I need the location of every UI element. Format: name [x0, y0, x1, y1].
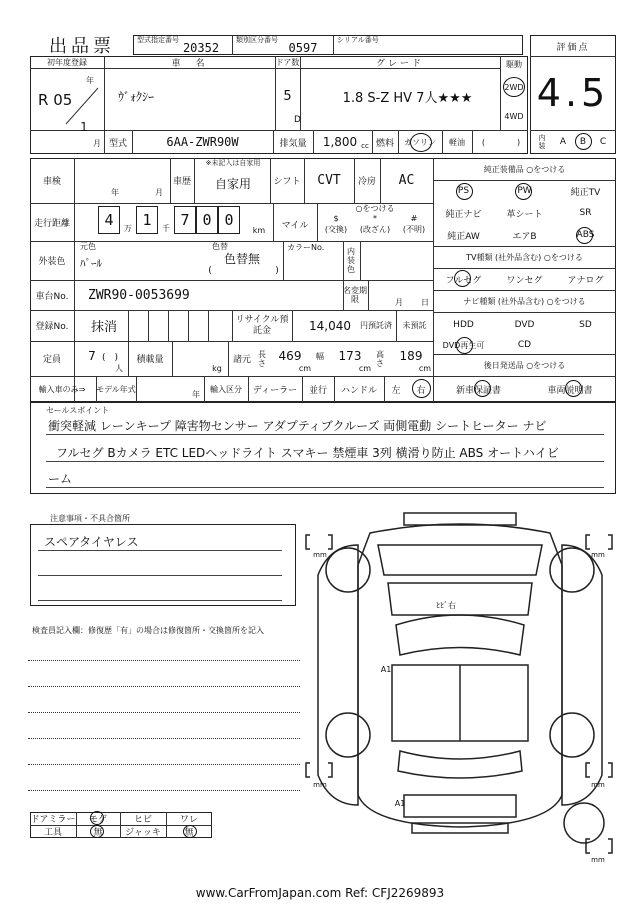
- tv-oneseg: ワンセグ: [506, 275, 543, 286]
- history-note: ※未記入は自家用: [205, 159, 261, 167]
- mileage-digit: 7: [180, 211, 190, 229]
- first-registration-year: R 05: [38, 91, 73, 109]
- capacity: 7: [88, 349, 96, 363]
- mirror-moge: モゲ: [88, 815, 107, 825]
- fuel-diesel: 軽油: [449, 137, 465, 147]
- class-number-label: 類別区分番号: [236, 36, 278, 44]
- model-code: 6AA-ZWR90W: [166, 135, 239, 149]
- interior-color-label: 内装色: [347, 247, 355, 274]
- tv-fullseg: フルセグ: [445, 275, 482, 286]
- sales-point-line: ーム: [48, 471, 73, 486]
- notes-text: スペアタイヤレス: [44, 534, 139, 549]
- equip-airbag: エアB: [512, 231, 537, 242]
- interior-label: 内装: [538, 134, 546, 150]
- navi-hdd: HDD: [453, 320, 474, 330]
- mileage-exchanged: (交換): [324, 224, 348, 234]
- color-label: 外装色: [38, 257, 66, 267]
- circle-pw: [515, 183, 532, 200]
- grade-label: グレード: [375, 58, 424, 69]
- sales-points-label: セールスポイント: [46, 405, 110, 415]
- drive-4wd: 4WD: [504, 111, 524, 121]
- damage-mark: ﾋﾋﾞ右: [436, 600, 456, 610]
- interior-grade-b-circle: [575, 133, 592, 150]
- navi-sd: SD: [579, 320, 592, 330]
- fuel-gasoline: ガソリン: [404, 137, 436, 147]
- import-label: 輸入車のみ⇒: [38, 384, 86, 394]
- handle-right-circle: [412, 379, 431, 398]
- navi-title: ナビ種類 (社外品含む) ○をつける: [463, 296, 586, 306]
- spec-label: 諸元: [232, 355, 251, 365]
- displacement: 1,800: [322, 135, 358, 149]
- tools-label: 工具: [43, 828, 62, 838]
- circle-abs: [576, 227, 593, 244]
- circle-fullseg: [454, 270, 471, 287]
- handle-right: 右: [416, 385, 426, 396]
- handle-left: 左: [391, 385, 401, 396]
- car-name-label: 車 名: [171, 58, 208, 69]
- ac-label: 冷房: [357, 177, 376, 187]
- equip-sr: SR: [579, 208, 592, 218]
- damage-mark: A1: [394, 798, 406, 808]
- fuel-circle: [410, 133, 432, 152]
- mile-label: マイル: [281, 220, 309, 231]
- dealer-option: ディーラー: [252, 385, 298, 396]
- shaken-label: 車検: [42, 177, 61, 187]
- sales-point-line: 衝突軽減 レーンキープ 障害物センサー アダプティブクルーズ 両側電動 シートヒーター ナビ: [48, 418, 547, 433]
- score: 4.5: [536, 71, 610, 115]
- fuel-other: ( ): [481, 137, 521, 147]
- mileage-digit: 4: [104, 211, 114, 229]
- circle-dvd-play: [456, 337, 473, 354]
- shaken-year-unit: 年: [111, 187, 119, 197]
- car-diagram: [300, 505, 620, 870]
- first-registration-month: 1: [80, 120, 88, 134]
- doc-manual: 車両説明書: [547, 385, 593, 396]
- equip-ps: PS: [457, 186, 470, 196]
- width: 173: [338, 349, 362, 363]
- repaint-label: 色替: [212, 242, 228, 251]
- capacity-label: 定員: [42, 355, 61, 365]
- damage-mark: A1: [380, 664, 392, 674]
- year-unit: 年: [86, 75, 94, 85]
- circle-tools: [90, 825, 104, 838]
- mileage-modified: (改ざん): [359, 224, 391, 234]
- recycle-amount: 14,040: [309, 318, 351, 333]
- grade: 1.8 S-Z HV 7人★★★: [342, 90, 473, 106]
- navi-dvd-play: DVD再生可: [442, 340, 485, 350]
- orig-color-label: 元色: [80, 242, 96, 251]
- model-label: 型式: [108, 138, 127, 149]
- circle-ps: [456, 183, 473, 200]
- reg-no-label: 登録No.: [35, 322, 69, 332]
- jack-value: 無: [184, 828, 194, 838]
- recycle-unpaid: 未預託: [402, 321, 427, 330]
- doc-warranty: 新車保証書: [455, 385, 501, 396]
- color-no-label: カラーNo.: [287, 242, 325, 252]
- interior-grade-a: A: [559, 137, 567, 147]
- navi-cd: CD: [517, 340, 532, 350]
- equip-leather: 革シート: [506, 209, 543, 220]
- circle-moge: [90, 811, 104, 825]
- drive-2wd: 2WD: [504, 82, 524, 92]
- length: 469: [278, 349, 302, 363]
- displacement-label: 排気量: [279, 138, 307, 149]
- footer-ref: www.CarFromJapan.com Ref: CFJ2269893: [195, 886, 445, 900]
- drive-label: 駆動: [506, 59, 522, 69]
- history-value: 自家用: [214, 176, 251, 191]
- equip-abs: ABS: [576, 230, 595, 240]
- jack-label: ジャッキ: [125, 828, 161, 838]
- height: 189: [399, 349, 423, 363]
- recycle-status: 円預託済: [360, 321, 392, 330]
- shift-label: シフト: [273, 177, 301, 187]
- tv-title: TV種類 (社外品含む) ○をつける: [466, 252, 583, 262]
- doors-label: ドア数: [275, 57, 300, 67]
- interior-grade-c: C: [599, 137, 607, 147]
- model-year-label: モデル年式: [96, 384, 136, 394]
- equip-tv: 純正TV: [570, 187, 601, 198]
- orig-color: ﾊﾟｰﾙ: [80, 257, 102, 270]
- mirror-hibi: ヒビ: [133, 815, 152, 825]
- handle-label: ハンドル: [340, 385, 377, 396]
- mirror-ware: ワレ: [179, 815, 198, 825]
- reg-no: 抹消: [90, 320, 117, 335]
- equipment-title: 純正装備品 ○をつける: [483, 164, 566, 174]
- doors-count: 5: [283, 88, 292, 104]
- type-number: 20352: [182, 40, 220, 55]
- class-number: 0597: [288, 40, 318, 55]
- notes-label: 注意事項・不具合箇所: [50, 513, 130, 523]
- score-label: 評価点: [556, 42, 590, 53]
- equip-navi: 純正ナビ: [445, 209, 482, 220]
- mileage-digit: 0: [224, 211, 234, 229]
- tools-value: 無: [93, 828, 103, 838]
- mileage-digit: 1: [142, 211, 152, 229]
- parallel-option: 並行: [308, 385, 327, 396]
- page-title: 出品票: [49, 36, 115, 57]
- mileage-label: 走行距離: [33, 218, 70, 229]
- fuel-label: 燃料: [375, 138, 394, 149]
- drive-2wd-circle: [503, 77, 525, 97]
- shift-value: CVT: [317, 173, 341, 188]
- ac-value: AC: [398, 173, 415, 188]
- chassis-label: 車台No.: [35, 291, 69, 302]
- serial-label: シリアル番号: [337, 36, 379, 44]
- load-label: 積載量: [136, 355, 164, 365]
- first-registration-label: 初年度登録: [47, 57, 87, 67]
- chassis-number: ZWR90-0053699: [88, 287, 190, 303]
- car-name: ｳﾞｫｸｼｰ: [118, 89, 155, 104]
- shaken-month-unit: 月: [155, 187, 163, 197]
- inspector-label: 検査員記入欄：修復歴「有」の場合は修復箇所・交換箇所を記入: [32, 625, 264, 635]
- equip-aw: 純正AW: [447, 231, 480, 242]
- history-label: 車歴: [172, 177, 191, 187]
- term-label: 名変期限: [343, 286, 367, 304]
- recycle-label: リサイクル預託金: [235, 315, 289, 336]
- mileage-boxes: 4 万 1 千 7 0 0 km: [80, 206, 270, 238]
- type-number-label: 型式指定番号: [137, 36, 179, 44]
- mileage-circle-note: ○をつける: [355, 204, 395, 213]
- displacement-unit: cc: [361, 142, 369, 150]
- mileage-digit: 0: [202, 211, 212, 229]
- circle-jack: [183, 825, 197, 838]
- repaint-value: 色替無: [223, 251, 260, 266]
- circle-manual: [565, 380, 582, 397]
- tv-analog: アナログ: [567, 275, 604, 286]
- doc-title: 後日発送品 ○をつける: [483, 360, 566, 370]
- navi-dvd: DVD: [514, 320, 535, 330]
- equip-pw: PW: [517, 186, 532, 196]
- doors-sub: D: [294, 115, 301, 125]
- mileage-unknown: (不明): [402, 224, 426, 234]
- mirror-label: ドアミラー: [30, 815, 76, 825]
- sales-point-line: フルセグ Bカメラ ETC LEDヘッドライト スマキー 禁煙車 3列 横滑り防止 ABS オートハイビ: [56, 445, 559, 460]
- interior-grade-b: B: [579, 137, 587, 147]
- import-class-label: 輸入区分: [210, 384, 242, 394]
- month-unit: 月: [93, 138, 101, 148]
- circle-warranty: [474, 380, 491, 397]
